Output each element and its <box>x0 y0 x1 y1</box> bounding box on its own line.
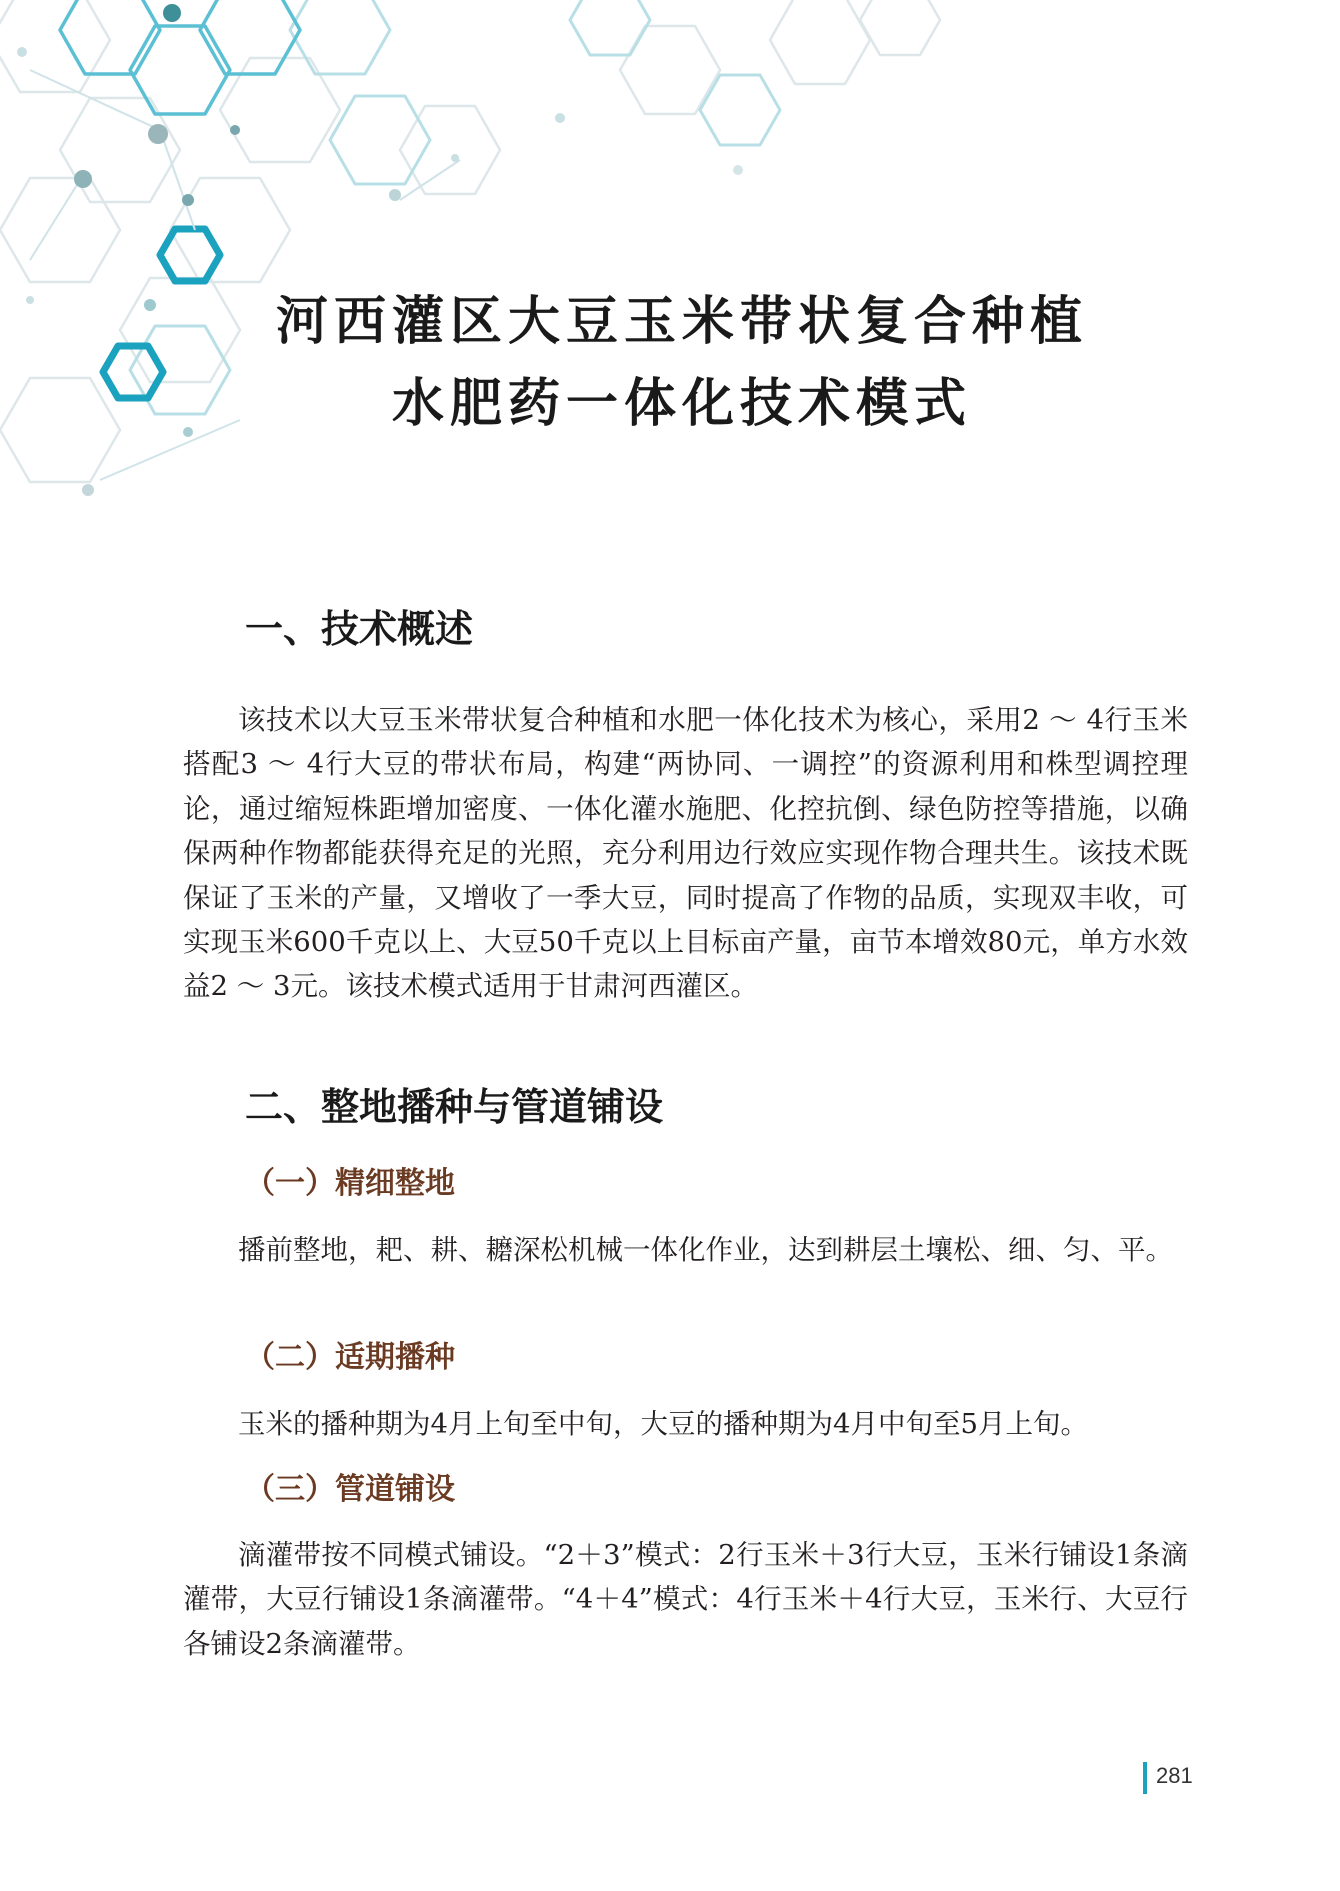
subsection-heading-pipe-laying: （三）管道铺设 <box>245 1472 455 1507</box>
page-number-bar <box>1143 1762 1147 1794</box>
section-heading-land-sowing: 二、整地播种与管道铺设 <box>245 1085 664 1129</box>
page-title-line-1: 河西灌区大豆玉米带状复合种植 <box>275 291 1088 352</box>
page-title-line-2: 水肥药一体化技术模式 <box>391 373 972 434</box>
pipe-laying-paragraph: 滴灌带按不同模式铺设。“2＋3”模式：2行玉米＋3行大豆，玉米行铺设1条滴灌带，大豆行铺设1条滴灌带。“4＋4”模式：4行玉米＋4行大豆，玉米行、大豆行各铺设2条滴灌带。 <box>183 1539 1188 1660</box>
section-heading-overview: 一、技术概述 <box>245 607 474 651</box>
page-number: 281 <box>1156 1763 1193 1788</box>
sowing-paragraph: 玉米的播种期为4月上旬至中旬，大豆的播种期为4月中旬至5月上旬。 <box>238 1408 1088 1440</box>
overview-paragraph: 该技术以大豆玉米带状复合种植和水肥一体化技术为核心，采用2 ～ 4行玉米搭配3 ～ 4行大豆的带状布局，构建“两协同、一调控”的资源利用和株型调控理论，通过缩短株距增加密度、一体化灌水施肥、化控抗倒、绿色防控等措施，以确保两种作物都能获得充足的光照，充分利用边行效应实现作物合理共生。该技术既保证了玉米的产量，又增收了一季大豆，同时提高了作物的品质，实现双丰收，可实现玉米600千克以上、大豆50千克以上目标亩产量，亩节本增效80元，单方水效益2 ～ 3元。该技术模式适用于甘肃河西灌区。 <box>183 704 1188 1003</box>
land-prep-paragraph: 播前整地，耙、耕、耱深松机械一体化作业，达到耕层土壤松、细、匀、平。 <box>238 1234 1173 1266</box>
subsection-heading-land-prep: （一）精细整地 <box>245 1166 455 1201</box>
subsection-heading-sowing: （二）适期播种 <box>245 1340 455 1375</box>
hexagon-molecule-decoration <box>0 0 1340 560</box>
